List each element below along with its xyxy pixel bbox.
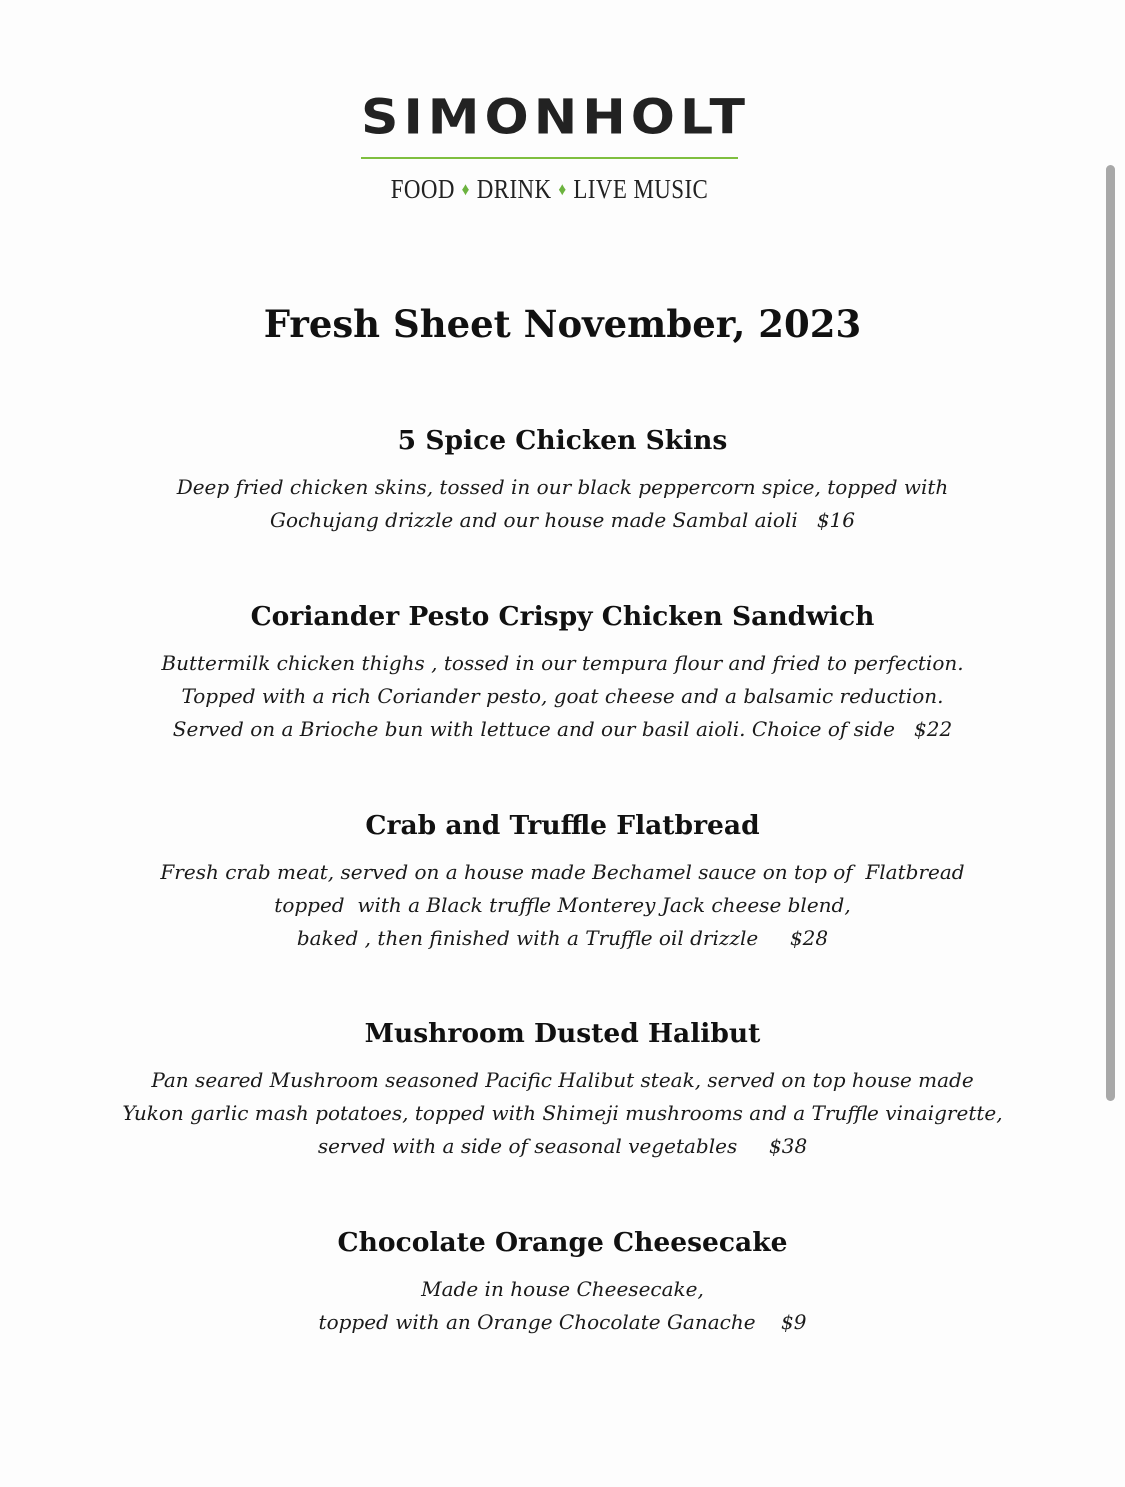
description-line: Served on a Brioche bun with lettuce and our basil aioli. Choice of side $22 (172, 717, 953, 741)
tagline-food: FOOD (390, 174, 455, 204)
menu-item-cheesecake (0, 1225, 1125, 1339)
menu-item-name: Mushroom Dusted Halibut (364, 1018, 761, 1049)
logo-tagline (389, 174, 709, 204)
description-line: Pan seared Mushroom seasoned Pacific Halibut steak, served on top house made (151, 1068, 974, 1092)
description-line: topped with a Black truffle Monterey Jack cheese blend, (274, 893, 851, 917)
description-line: Made in house Cheesecake, (421, 1277, 704, 1301)
logo-rule (361, 157, 738, 159)
description-line: Buttermilk chicken thighs , tossed in our tempura flour and fried to perfection. (161, 651, 964, 675)
description-line: Fresh crab meat, served on a house made Bechamel sauce on top of Flatbread (160, 860, 965, 884)
menu-item-name: Crab and Truffle Flatbread (365, 810, 760, 841)
menu-item-description (0, 1064, 1125, 1163)
description-line: topped with an Orange Chocolate Ganache $9 (318, 1310, 807, 1334)
menu-item-chicken-skins (0, 423, 1125, 537)
description-line: Gochujang drizzle and our house made Sambal aioli $16 (270, 508, 855, 532)
description-line: Deep fried chicken skins, tossed in our black peppercorn spice, topped with (176, 475, 949, 499)
logo-name: SIMONHOLT (361, 90, 750, 146)
menu-item-description (0, 647, 1125, 746)
menu-item-name: Chocolate Orange Cheesecake (337, 1227, 788, 1258)
description-line: served with a side of seasonal vegetables $38 (317, 1134, 808, 1158)
page-title: Fresh Sheet November, 2023 (263, 302, 862, 346)
menu-item-description (0, 856, 1125, 955)
scrollbar[interactable] (1106, 165, 1115, 1101)
menu-item-name: 5 Spice Chicken Skins (397, 425, 728, 456)
menu-item-crab-flatbread (0, 808, 1125, 955)
diamond-icon: ♦ (461, 179, 470, 199)
menu-item-halibut (0, 1016, 1125, 1163)
menu-item-name: Coriander Pesto Crispy Chicken Sandwich (250, 601, 875, 632)
description-line: baked , then finished with a Truffle oil drizzle $28 (296, 926, 829, 950)
description-line: Topped with a rich Coriander pesto, goat cheese and a balsamic reduction. (181, 684, 944, 708)
menu-item-chicken-sandwich (0, 599, 1125, 746)
tagline-music: LIVE MUSIC (573, 174, 709, 204)
menu-item-description (0, 471, 1125, 537)
diamond-icon: ♦ (558, 179, 567, 199)
menu-item-description (0, 1273, 1125, 1339)
tagline-drink: DRINK (476, 174, 552, 204)
simonholt-logo (361, 88, 750, 204)
description-line: Yukon garlic mash potatoes, topped with Shimeji mushrooms and a Truffle vinaigrette, (122, 1101, 1003, 1125)
